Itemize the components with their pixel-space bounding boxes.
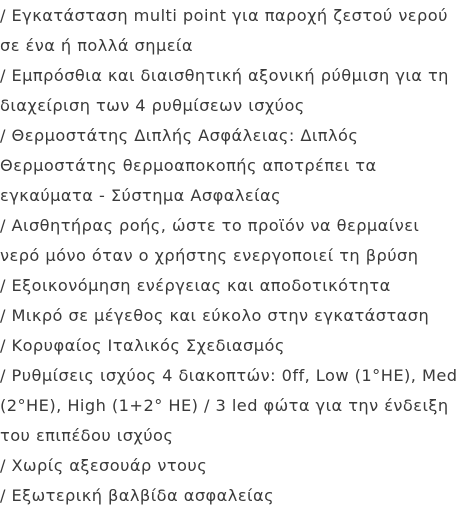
feature-line: του επιπέδου ισχύος <box>0 426 174 445</box>
feature-line: νερό μόνο όταν ο χρήστης ενεργοποιεί τη βρύση <box>0 246 419 265</box>
feature-line: / Αισθητήρας ροής, ώστε το προϊόν να θερμαίνει <box>0 216 420 235</box>
feature-line: / Κορυφαίος Ιταλικός Σχεδιασμός <box>0 336 285 355</box>
feature-line: / Εξωτερική βαλβίδα ασφαλείας <box>0 486 275 505</box>
feature-line: / Εμπρόσθια και διαισθητική αξονική ρύθμιση για τη <box>0 66 449 85</box>
feature-line: διαχείριση των 4 ρυθμίσεων ισχύος <box>0 96 305 115</box>
feature-line: / Μικρό σε μέγεθος και εύκολο στην εγκατάσταση <box>0 306 430 325</box>
feature-line: / Θερμοστάτης Διπλής Ασφάλειας: Διπλός <box>0 126 359 145</box>
feature-line: (2°HE), High (1+2° HE) / 3 led φώτα για την ένδειξη <box>0 396 449 415</box>
feature-line: / Εγκατάσταση multi point για παροχή ζεστού νερού <box>0 6 448 25</box>
feature-line: / Εξοικονόμηση ενέργειας και αποδοτικότητα <box>0 276 391 295</box>
feature-line: Θερμοστάτης θερμοαποκοπής αποτρέπει τα <box>0 156 377 175</box>
feature-line: σε ένα ή πολλά σημεία <box>0 36 193 55</box>
feature-line: / Χωρίς αξεσουάρ ντους <box>0 456 208 475</box>
feature-line: / Ρυθμίσεις ισχύος 4 διακοπτών: 0ff, Low (1°HE), Med <box>0 366 458 385</box>
feature-line: εγκαύματα - Σύστημα Ασφαλείας <box>0 186 282 205</box>
